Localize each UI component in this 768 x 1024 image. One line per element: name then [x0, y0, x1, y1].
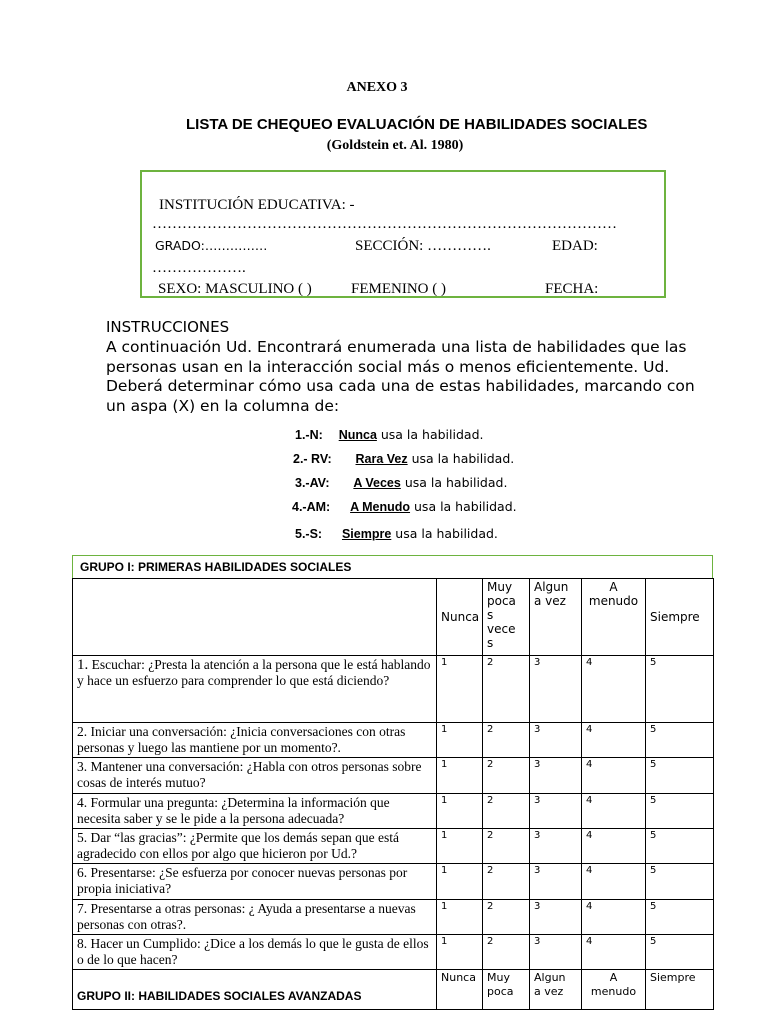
date-field: FECHA:: [545, 281, 599, 297]
option-5[interactable]: 5: [646, 900, 714, 935]
option-2[interactable]: 2: [483, 829, 530, 864]
institution-dots: …………………………………………………………………………………: [152, 216, 617, 232]
grade-field: GRADO:……………: [155, 238, 268, 253]
age-field: EDAD:: [552, 238, 598, 254]
option-1[interactable]: 1: [437, 758, 483, 794]
table-row: [73, 758, 714, 794]
header-a-menudo: A menudo: [582, 579, 646, 656]
instructions-body: A continuación Ud. Encontrará enumerada una lista de habilidades que las personas usan en la interacción social más o menos eficientemente. Ud. Deberá determinar cómo usa cada una de estas habilidades, marcando con un aspa (X) en la columna de:: [106, 338, 695, 415]
group2-header-row: [73, 970, 714, 1010]
header-siempre: Siempre: [646, 579, 714, 656]
g2-header-alguna-vez: Algun a vez: [530, 970, 582, 1010]
option-2[interactable]: 2: [483, 900, 530, 935]
group2-title-cell: [73, 970, 437, 1010]
scale-item-rarely: 2.- RV: Rara Vez usa la habilidad.: [293, 451, 515, 466]
annex-label: ANEXO 3: [346, 80, 408, 95]
sex-female-field: FEMENINO ( ): [351, 281, 446, 297]
option-5[interactable]: 5: [646, 935, 714, 970]
instructions-heading: INSTRUCCIONES: [106, 318, 230, 336]
option-4[interactable]: 4: [582, 723, 646, 758]
option-3[interactable]: 3: [530, 758, 582, 794]
scale-item-always: 5.-S: Siempre usa la habilidad.: [295, 526, 498, 541]
scale-item-sometimes: 3.-AV: A Veces usa la habilidad.: [295, 475, 508, 490]
skill-description: 1. Escuchar: ¿Presta la atención a la persona que le está hablando y hace un esfuerzo para comprender lo que está diciendo?: [73, 656, 437, 723]
option-3[interactable]: 3: [530, 723, 582, 758]
option-3[interactable]: 3: [530, 935, 582, 970]
skill-description: 7. Presentarse a otras personas: ¿ Ayuda a presentarse a nuevas personas con otras?.: [73, 900, 437, 935]
skill-description: 8. Hacer un Cumplido: ¿Dice a los demás lo que le gusta de ellos o de lo que hacen?: [73, 935, 437, 970]
option-1[interactable]: 1: [437, 864, 483, 900]
sex-male-field: SEXO: MASCULINO ( ): [158, 281, 312, 297]
skill-description: 3. Mantener una conversación: ¿Habla con otros personas sobre cosas de interés mutuo?: [73, 758, 437, 794]
section-field: SECCIÓN: ………….: [355, 238, 491, 254]
option-4[interactable]: 4: [582, 794, 646, 829]
header-muy-pocas-veces: Muy poca s vece s: [483, 579, 530, 656]
option-3[interactable]: 3: [530, 829, 582, 864]
g2-header-muy-poca: Muy poca: [483, 970, 530, 1010]
table-row: [73, 723, 714, 758]
header-alguna-vez: Algun a vez: [530, 579, 582, 656]
option-4[interactable]: 4: [582, 900, 646, 935]
option-2[interactable]: 2: [483, 723, 530, 758]
document-subtitle: (Goldstein et. Al. 1980): [326, 138, 464, 153]
institution-field: INSTITUCIÓN EDUCATIVA: -: [159, 197, 355, 213]
option-2[interactable]: 2: [483, 758, 530, 794]
option-3[interactable]: 3: [530, 864, 582, 900]
option-4[interactable]: 4: [582, 935, 646, 970]
option-5[interactable]: 5: [646, 864, 714, 900]
option-3[interactable]: 3: [530, 794, 582, 829]
option-5[interactable]: 5: [646, 723, 714, 758]
header-blank-cell: [73, 579, 437, 656]
skill-description: 4. Formular una pregunta: ¿Determina la información que necesita saber y se le pide a la persona adecuada?: [73, 794, 437, 829]
option-1[interactable]: 1: [437, 656, 483, 723]
option-2[interactable]: 2: [483, 794, 530, 829]
age-dots: ……………….: [152, 260, 246, 276]
option-5[interactable]: 5: [646, 794, 714, 829]
student-info-box: [140, 170, 666, 298]
option-4[interactable]: 4: [582, 758, 646, 794]
option-4[interactable]: 4: [582, 656, 646, 723]
skill-description: 5. Dar “las gracias”: ¿Permite que los demás sepan que está agradecido con ellos por algo que hicieron por Ud.?: [73, 829, 437, 864]
option-4[interactable]: 4: [582, 864, 646, 900]
group2-title: GRUPO II: HABILIDADES SOCIALES AVANZADAS: [77, 989, 362, 1003]
header-nunca: Nunca: [437, 579, 483, 656]
group1-title-row: [72, 555, 713, 579]
skill-description: 2. Iniciar una conversación: ¿Inicia conversaciones con otras personas y luego las mantiene por un momento?.: [73, 723, 437, 758]
scale-item-often: 4.-AM: A Menudo usa la habilidad.: [292, 499, 517, 514]
table-row: [73, 864, 714, 900]
table-header-row: [73, 579, 714, 656]
option-1[interactable]: 1: [437, 935, 483, 970]
option-5[interactable]: 5: [646, 829, 714, 864]
option-1[interactable]: 1: [437, 900, 483, 935]
table-row: [73, 656, 714, 723]
table-row: [73, 829, 714, 864]
option-3[interactable]: 3: [530, 900, 582, 935]
group1-title: GRUPO I: PRIMERAS HABILIDADES SOCIALES: [80, 560, 352, 574]
option-5[interactable]: 5: [646, 758, 714, 794]
option-2[interactable]: 2: [483, 656, 530, 723]
option-1[interactable]: 1: [437, 829, 483, 864]
table-row: [73, 794, 714, 829]
scale-item-never: 1.-N: Nunca usa la habilidad.: [295, 427, 484, 442]
g2-header-siempre: Siempre: [646, 970, 714, 1010]
skills-table: [72, 578, 714, 1010]
document-title: LISTA DE CHEQUEO EVALUACIÓN DE HABILIDADES SOCIALES: [186, 116, 648, 133]
table-row: [73, 900, 714, 935]
skill-description: 6. Presentarse: ¿Se esfuerza por conocer nuevas personas por propia iniciativa?: [73, 864, 437, 900]
table-row: [73, 935, 714, 970]
option-1[interactable]: 1: [437, 723, 483, 758]
g2-header-nunca: Nunca: [437, 970, 483, 1010]
g2-header-a-menudo: A menudo: [582, 970, 646, 1010]
option-3[interactable]: 3: [530, 656, 582, 723]
option-2[interactable]: 2: [483, 864, 530, 900]
option-2[interactable]: 2: [483, 935, 530, 970]
option-4[interactable]: 4: [582, 829, 646, 864]
option-1[interactable]: 1: [437, 794, 483, 829]
option-5[interactable]: 5: [646, 656, 714, 723]
